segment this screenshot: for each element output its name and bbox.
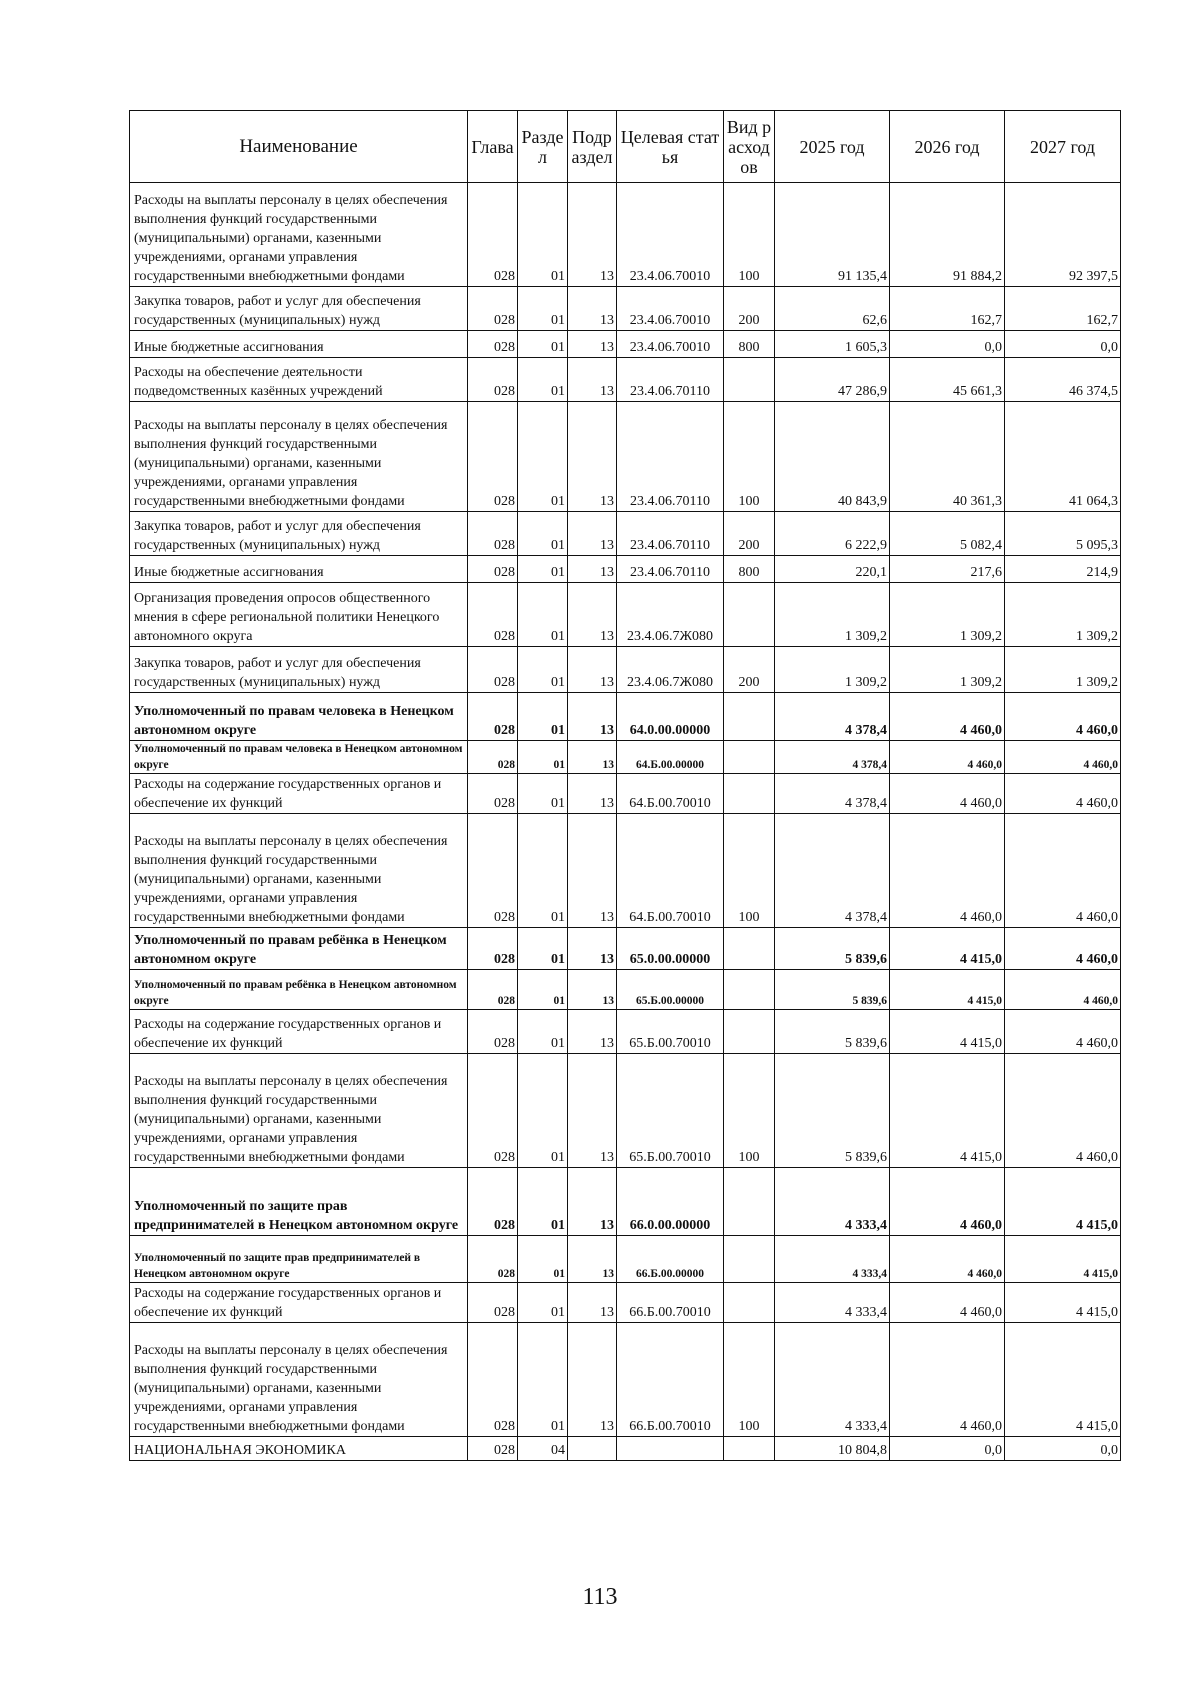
row-name: Уполномоченный по правам ребёнка в Ненецком автономном округе [130,928,468,970]
header-glava: Глава [468,111,518,183]
cell-glava: 028 [468,556,518,583]
cell-glava: 028 [468,693,518,741]
cell-vid [724,1010,775,1054]
table-row [130,741,1121,774]
cell-2027: 4 415,0 [1005,1236,1121,1283]
header-2026: 2026 год [890,111,1005,183]
cell-glava: 028 [468,512,518,556]
cell-celevaya: 66.Б.00.00000 [617,1236,724,1283]
cell-glava: 028 [468,183,518,287]
cell-2027: 46 374,5 [1005,358,1121,402]
row-name: Иные бюджетные ассигнования [130,331,468,358]
cell-glava: 028 [468,814,518,928]
cell-celevaya: 23.4.06.70110 [617,512,724,556]
row-name: НАЦИОНАЛЬНАЯ ЭКОНОМИКА [130,1437,468,1461]
table-row [130,647,1121,693]
row-name: Расходы на выплаты персоналу в целях обеспечения выполнения функций государственными (муниципальными) органами, казенными учреждениями, органами управления государственными внебюджетными фондами [130,1054,468,1168]
cell-vid [724,1236,775,1283]
row-name: Закупка товаров, работ и услуг для обеспечения государственных (муниципальных) нужд [130,647,468,693]
cell-glava: 028 [468,402,518,512]
cell-2026: 0,0 [890,331,1005,358]
table-row [130,928,1121,970]
cell-razdel: 01 [518,556,568,583]
cell-celevaya: 65.Б.00.70010 [617,1054,724,1168]
cell-podrazdel [568,1437,617,1461]
cell-glava: 028 [468,331,518,358]
cell-razdel: 04 [518,1437,568,1461]
cell-razdel: 01 [518,928,568,970]
cell-razdel: 01 [518,1323,568,1437]
cell-podrazdel: 13 [568,928,617,970]
cell-2026: 4 415,0 [890,1010,1005,1054]
cell-celevaya: 65.0.00.00000 [617,928,724,970]
cell-celevaya: 65.Б.00.70010 [617,1010,724,1054]
table-row [130,693,1121,741]
cell-glava: 028 [468,358,518,402]
cell-vid [724,774,775,814]
cell-2026: 4 415,0 [890,970,1005,1010]
cell-2026: 162,7 [890,287,1005,331]
table-row [130,512,1121,556]
cell-razdel: 01 [518,741,568,774]
table-row [130,358,1121,402]
cell-razdel: 01 [518,647,568,693]
cell-razdel: 01 [518,814,568,928]
cell-podrazdel: 13 [568,970,617,1010]
cell-2025: 4 333,4 [775,1323,890,1437]
cell-2025: 1 309,2 [775,647,890,693]
cell-2027: 4 460,0 [1005,693,1121,741]
table-row [130,402,1121,512]
cell-2025: 47 286,9 [775,358,890,402]
cell-vid [724,358,775,402]
cell-2025: 91 135,4 [775,183,890,287]
cell-2027: 4 415,0 [1005,1168,1121,1236]
row-name: Расходы на выплаты персоналу в целях обеспечения выполнения функций государственными (муниципальными) органами, казенными учреждениями, органами управления государственными внебюджетными фондами [130,183,468,287]
header-row [130,111,1121,183]
cell-2026: 91 884,2 [890,183,1005,287]
cell-podrazdel: 13 [568,287,617,331]
table-row [130,1054,1121,1168]
cell-podrazdel: 13 [568,1323,617,1437]
row-name: Расходы на обеспечение деятельности подведомственных казённых учреждений [130,358,468,402]
cell-glava: 028 [468,970,518,1010]
cell-2026: 4 460,0 [890,1236,1005,1283]
row-name: Расходы на выплаты персоналу в целях обеспечения выполнения функций государственными (муниципальными) органами, казенными учреждениями, органами управления государственными внебюджетными фондами [130,402,468,512]
table-row [130,183,1121,287]
table-row [130,556,1121,583]
cell-razdel: 01 [518,1236,568,1283]
cell-razdel: 01 [518,693,568,741]
cell-vid: 100 [724,183,775,287]
cell-celevaya: 64.Б.00.70010 [617,774,724,814]
cell-podrazdel: 13 [568,774,617,814]
cell-celevaya: 23.4.06.7Ж080 [617,583,724,647]
row-name: Уполномоченный по защите прав предпринимателей в Ненецком автономном округе [130,1236,468,1283]
table-row [130,970,1121,1010]
cell-podrazdel: 13 [568,1010,617,1054]
cell-celevaya: 65.Б.00.00000 [617,970,724,1010]
row-name: Закупка товаров, работ и услуг для обеспечения государственных (муниципальных) нужд [130,512,468,556]
cell-glava: 028 [468,1168,518,1236]
cell-2027: 1 309,2 [1005,583,1121,647]
cell-2026: 4 460,0 [890,1168,1005,1236]
row-name: Уполномоченный по защите прав предпринимателей в Ненецком автономном округе [130,1168,468,1236]
header-razdel: Раздел [518,111,568,183]
cell-2025: 1 309,2 [775,583,890,647]
cell-podrazdel: 13 [568,1283,617,1323]
cell-celevaya: 23.4.06.70110 [617,556,724,583]
cell-podrazdel: 13 [568,183,617,287]
cell-2027: 4 460,0 [1005,814,1121,928]
cell-celevaya: 66.Б.00.70010 [617,1323,724,1437]
cell-celevaya: 66.Б.00.70010 [617,1283,724,1323]
cell-podrazdel: 13 [568,583,617,647]
cell-razdel: 01 [518,512,568,556]
cell-2026: 45 661,3 [890,358,1005,402]
cell-2025: 4 378,4 [775,741,890,774]
cell-celevaya: 64.Б.00.70010 [617,814,724,928]
cell-podrazdel: 13 [568,358,617,402]
cell-razdel: 01 [518,402,568,512]
cell-2027: 0,0 [1005,1437,1121,1461]
cell-2026: 4 460,0 [890,741,1005,774]
table-row [130,1283,1121,1323]
cell-vid [724,928,775,970]
cell-glava: 028 [468,1236,518,1283]
cell-2027: 4 460,0 [1005,970,1121,1010]
cell-vid: 100 [724,1323,775,1437]
row-name: Уполномоченный по правам человека в Ненецком автономном округе [130,741,468,774]
header-celevaya: Целевая статья [617,111,724,183]
table-row [130,1168,1121,1236]
cell-vid: 100 [724,402,775,512]
table-header [130,111,1121,183]
table-row [130,774,1121,814]
cell-celevaya: 64.Б.00.00000 [617,741,724,774]
table-row [130,814,1121,928]
cell-podrazdel: 13 [568,814,617,928]
cell-2027: 4 460,0 [1005,774,1121,814]
cell-razdel: 01 [518,583,568,647]
cell-vid: 100 [724,814,775,928]
table-body [130,183,1121,1461]
cell-2025: 4 378,4 [775,814,890,928]
row-name: Расходы на содержание государственных органов и обеспечение их функций [130,1010,468,1054]
cell-vid: 200 [724,512,775,556]
cell-2026: 5 082,4 [890,512,1005,556]
cell-celevaya: 23.4.06.7Ж080 [617,647,724,693]
cell-podrazdel: 13 [568,512,617,556]
cell-vid: 800 [724,556,775,583]
cell-2027: 4 460,0 [1005,1054,1121,1168]
cell-celevaya: 23.4.06.70010 [617,287,724,331]
cell-2025: 4 333,4 [775,1283,890,1323]
cell-podrazdel: 13 [568,1236,617,1283]
cell-2025: 1 605,3 [775,331,890,358]
cell-celevaya: 23.4.06.70110 [617,402,724,512]
cell-2027: 0,0 [1005,331,1121,358]
cell-vid [724,1168,775,1236]
cell-celevaya [617,1437,724,1461]
cell-podrazdel: 13 [568,1168,617,1236]
cell-glava: 028 [468,1054,518,1168]
cell-2025: 10 804,8 [775,1437,890,1461]
cell-2027: 4 415,0 [1005,1283,1121,1323]
row-name: Расходы на содержание государственных органов и обеспечение их функций [130,774,468,814]
cell-vid: 200 [724,647,775,693]
cell-razdel: 01 [518,1283,568,1323]
cell-glava: 028 [468,583,518,647]
cell-podrazdel: 13 [568,1054,617,1168]
cell-celevaya: 23.4.06.70010 [617,183,724,287]
row-name: Расходы на выплаты персоналу в целях обеспечения выполнения функций государственными (муниципальными) органами, казенными учреждениями, органами управления государственными внебюджетными фондами [130,814,468,928]
cell-razdel: 01 [518,1054,568,1168]
row-name: Расходы на содержание государственных органов и обеспечение их функций [130,1283,468,1323]
table-row [130,331,1121,358]
header-2027: 2027 год [1005,111,1121,183]
cell-2025: 4 378,4 [775,774,890,814]
cell-2025: 5 839,6 [775,1054,890,1168]
cell-vid [724,1283,775,1323]
row-name: Расходы на выплаты персоналу в целях обеспечения выполнения функций государственными (муниципальными) органами, казенными учреждениями, органами управления государственными внебюджетными фондами [130,1323,468,1437]
cell-2026: 217,6 [890,556,1005,583]
cell-2027: 4 460,0 [1005,928,1121,970]
cell-2026: 4 415,0 [890,1054,1005,1168]
cell-2027: 5 095,3 [1005,512,1121,556]
cell-vid [724,583,775,647]
cell-2026: 40 361,3 [890,402,1005,512]
cell-2026: 1 309,2 [890,647,1005,693]
cell-2025: 62,6 [775,287,890,331]
page-number: 113 [582,1584,618,1610]
cell-podrazdel: 13 [568,402,617,512]
cell-glava: 028 [468,1010,518,1054]
header-name: Наименование [130,111,468,183]
row-name: Уполномоченный по правам ребёнка в Ненецком автономном округе [130,970,468,1010]
cell-2026: 4 460,0 [890,1323,1005,1437]
cell-2026: 4 460,0 [890,1283,1005,1323]
cell-2027: 4 460,0 [1005,741,1121,774]
cell-2027: 1 309,2 [1005,647,1121,693]
cell-2025: 4 333,4 [775,1236,890,1283]
cell-razdel: 01 [518,774,568,814]
cell-2026: 0,0 [890,1437,1005,1461]
header-2025: 2025 год [775,111,890,183]
row-name: Уполномоченный по правам человека в Ненецком автономном округе [130,693,468,741]
cell-2025: 4 378,4 [775,693,890,741]
cell-celevaya: 64.0.00.00000 [617,693,724,741]
row-name: Иные бюджетные ассигнования [130,556,468,583]
row-name: Закупка товаров, работ и услуг для обеспечения государственных (муниципальных) нужд [130,287,468,331]
cell-2027: 41 064,3 [1005,402,1121,512]
cell-glava: 028 [468,647,518,693]
cell-2025: 5 839,6 [775,928,890,970]
cell-celevaya: 23.4.06.70010 [617,331,724,358]
cell-vid: 200 [724,287,775,331]
cell-2026: 4 460,0 [890,774,1005,814]
cell-2026: 4 460,0 [890,693,1005,741]
table-row [130,1323,1121,1437]
cell-podrazdel: 13 [568,741,617,774]
cell-2026: 4 460,0 [890,814,1005,928]
cell-podrazdel: 13 [568,331,617,358]
cell-razdel: 01 [518,970,568,1010]
cell-2026: 4 415,0 [890,928,1005,970]
cell-razdel: 01 [518,331,568,358]
cell-glava: 028 [468,741,518,774]
cell-razdel: 01 [518,1168,568,1236]
table-row [130,287,1121,331]
cell-2026: 1 309,2 [890,583,1005,647]
cell-2027: 4 415,0 [1005,1323,1121,1437]
cell-vid: 100 [724,1054,775,1168]
cell-2025: 220,1 [775,556,890,583]
row-name: Организация проведения опросов общественного мнения в сфере региональной политики Ненецкого автономного округа [130,583,468,647]
cell-vid [724,970,775,1010]
cell-glava: 028 [468,1323,518,1437]
table-row [130,583,1121,647]
cell-2027: 214,9 [1005,556,1121,583]
cell-vid [724,741,775,774]
cell-2025: 40 843,9 [775,402,890,512]
cell-2025: 4 333,4 [775,1168,890,1236]
cell-razdel: 01 [518,358,568,402]
cell-vid [724,693,775,741]
cell-celevaya: 23.4.06.70110 [617,358,724,402]
table-row [130,1010,1121,1054]
cell-2025: 6 222,9 [775,512,890,556]
cell-2025: 5 839,6 [775,1010,890,1054]
cell-glava: 028 [468,1437,518,1461]
cell-celevaya: 66.0.00.00000 [617,1168,724,1236]
budget-table [129,110,1121,1461]
cell-glava: 028 [468,1283,518,1323]
cell-2027: 92 397,5 [1005,183,1121,287]
cell-podrazdel: 13 [568,556,617,583]
cell-podrazdel: 13 [568,647,617,693]
cell-razdel: 01 [518,1010,568,1054]
cell-vid [724,1437,775,1461]
cell-glava: 028 [468,774,518,814]
cell-2027: 162,7 [1005,287,1121,331]
header-vid: Вид расходов [724,111,775,183]
header-podrazdel: Подраздел [568,111,617,183]
table-row [130,1236,1121,1283]
cell-2027: 4 460,0 [1005,1010,1121,1054]
cell-razdel: 01 [518,183,568,287]
cell-glava: 028 [468,287,518,331]
cell-podrazdel: 13 [568,693,617,741]
cell-vid: 800 [724,331,775,358]
cell-glava: 028 [468,928,518,970]
cell-razdel: 01 [518,287,568,331]
cell-2025: 5 839,6 [775,970,890,1010]
table-row [130,1437,1121,1461]
